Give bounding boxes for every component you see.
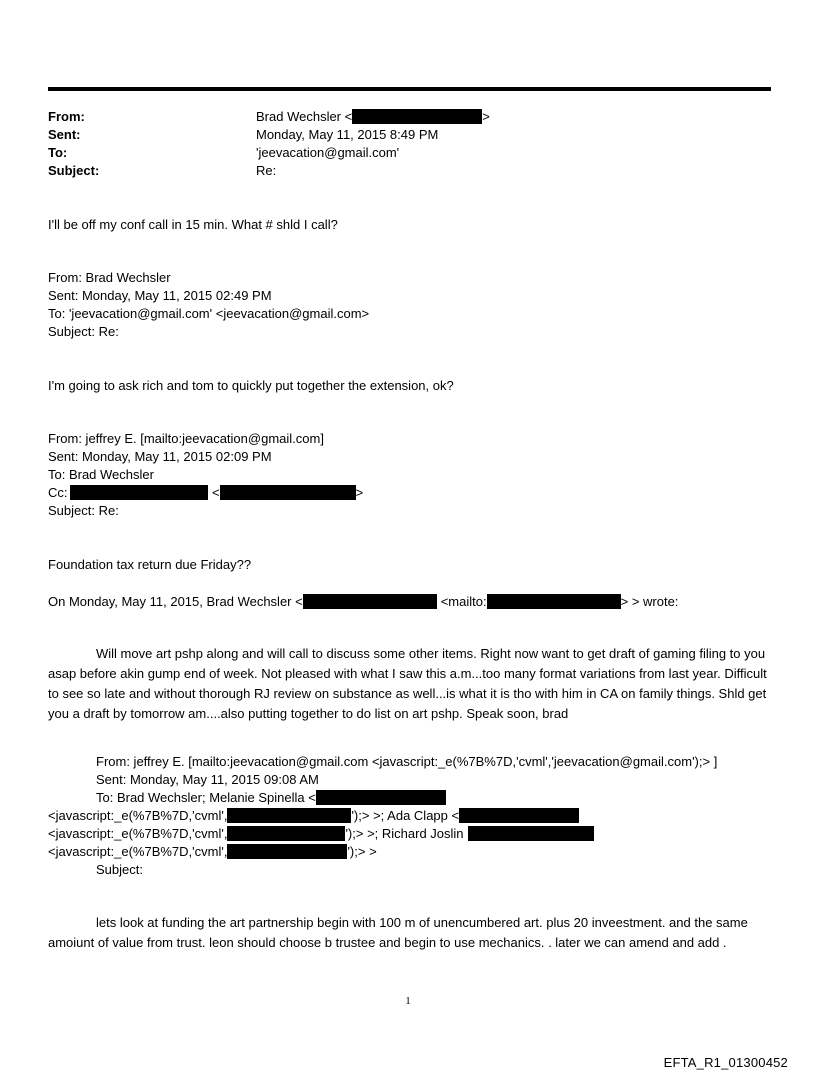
block3-from: From: jeffrey E. [mailto:jeevacation@gmail.com] [48, 431, 324, 446]
block4-to [96, 789, 446, 807]
js-line-3-mid: ');> > [347, 844, 377, 859]
from-label: From: [48, 109, 85, 124]
subject-value: Re: [256, 163, 277, 178]
block3-to: To: Brad Wechsler [48, 467, 154, 482]
block2-from: From: Brad Wechsler [48, 270, 171, 285]
cc-close: > [355, 485, 364, 500]
to-label: To: [48, 145, 68, 160]
redaction [220, 485, 356, 500]
block3-subject: Subject: Re: [48, 503, 119, 518]
redaction [316, 790, 446, 805]
message-1: I'll be off my conf call in 15 min. What # shld I call? [48, 217, 338, 232]
js-prefix: <javascript:_e(%7B%7D,'cvml', [48, 844, 228, 859]
sent-value: Monday, May 11, 2015 8:49 PM [256, 127, 439, 142]
document-id: EFTA_R1_01300452 [663, 1055, 788, 1070]
page-number: 1 [405, 995, 411, 1007]
redaction [227, 808, 351, 823]
block3-sent: Sent: Monday, May 11, 2015 02:09 PM [48, 449, 272, 464]
message-5: lets look at funding the art partnership begin with 100 m of unencumbered art. plus 20 inveestment. and the same amoiunt of value from trust. leon should choose b trustee and begin to use mechanics. . later we can amend and add . [48, 915, 748, 950]
redaction [227, 826, 345, 841]
block4-sent: Sent: Monday, May 11, 2015 09:08 AM [96, 772, 319, 787]
quote-line [48, 593, 678, 611]
redaction [70, 485, 208, 500]
from-close: > [482, 109, 490, 124]
quote-suffix: > > wrote: [620, 594, 679, 609]
redaction [459, 808, 579, 823]
to-value: 'jeevacation@gmail.com' [256, 145, 400, 160]
js-line-1-mid: ');> >; Ada Clapp < [351, 808, 460, 823]
redaction [487, 594, 621, 609]
quote-prefix: On Monday, May 11, 2015, Brad Wechsler < [48, 594, 303, 609]
block4-subject: Subject: [96, 862, 143, 877]
message-2: I'm going to ask rich and tom to quickly put together the extension, ok? [48, 378, 454, 393]
js-line-3 [48, 843, 377, 861]
js-line-2-mid: ');> >; Richard Joslin [345, 826, 464, 841]
from-value [256, 108, 490, 126]
from-name: Brad Wechsler < [256, 109, 353, 124]
block3-cc [48, 484, 68, 502]
block2-sent: Sent: Monday, May 11, 2015 02:49 PM [48, 288, 272, 303]
js-prefix: <javascript:_e(%7B%7D,'cvml', [48, 826, 228, 841]
js-prefix: <javascript:_e(%7B%7D,'cvml', [48, 808, 228, 823]
subject-label: Subject: [48, 163, 100, 178]
block2-subject: Subject: Re: [48, 324, 119, 339]
js-line-1 [48, 807, 579, 825]
redaction [303, 594, 437, 609]
redaction [468, 826, 594, 841]
message-4: Will move art pshp along and will call to discuss some other items. Right now want to get draft of gaming filing to you asap before akin gump end of week. Not pleased with what I saw this a.m...too many format variations from last year. Difficult to see so late and without thorough RJ review on substance as well...is what it is tho with him in CA on family things. Shld get you a draft by tomorrow am....also putting together to do list on art pshp. Speak soon, brad [48, 646, 767, 721]
block4-to-text: To: Brad Wechsler; Melanie Spinella < [96, 790, 316, 805]
quote-mailto: <mailto: [440, 594, 487, 609]
cc-values [70, 484, 363, 502]
redaction [352, 109, 482, 124]
message-3: Foundation tax return due Friday?? [48, 557, 252, 572]
block2-to: To: 'jeevacation@gmail.com' <jeevacation@gmail.com> [48, 306, 370, 321]
cc-label: Cc: [48, 485, 68, 500]
cc-open: < [212, 485, 220, 500]
js-line-2 [48, 825, 594, 843]
block4-from: From: jeffrey E. [mailto:jeevacation@gmail.com <javascript:_e(%7B%7D,'cvml','jeevacation@gmail.com');> ] [96, 754, 718, 769]
header-rule [48, 87, 771, 91]
redaction [227, 844, 347, 859]
sent-label: Sent: [48, 127, 81, 142]
